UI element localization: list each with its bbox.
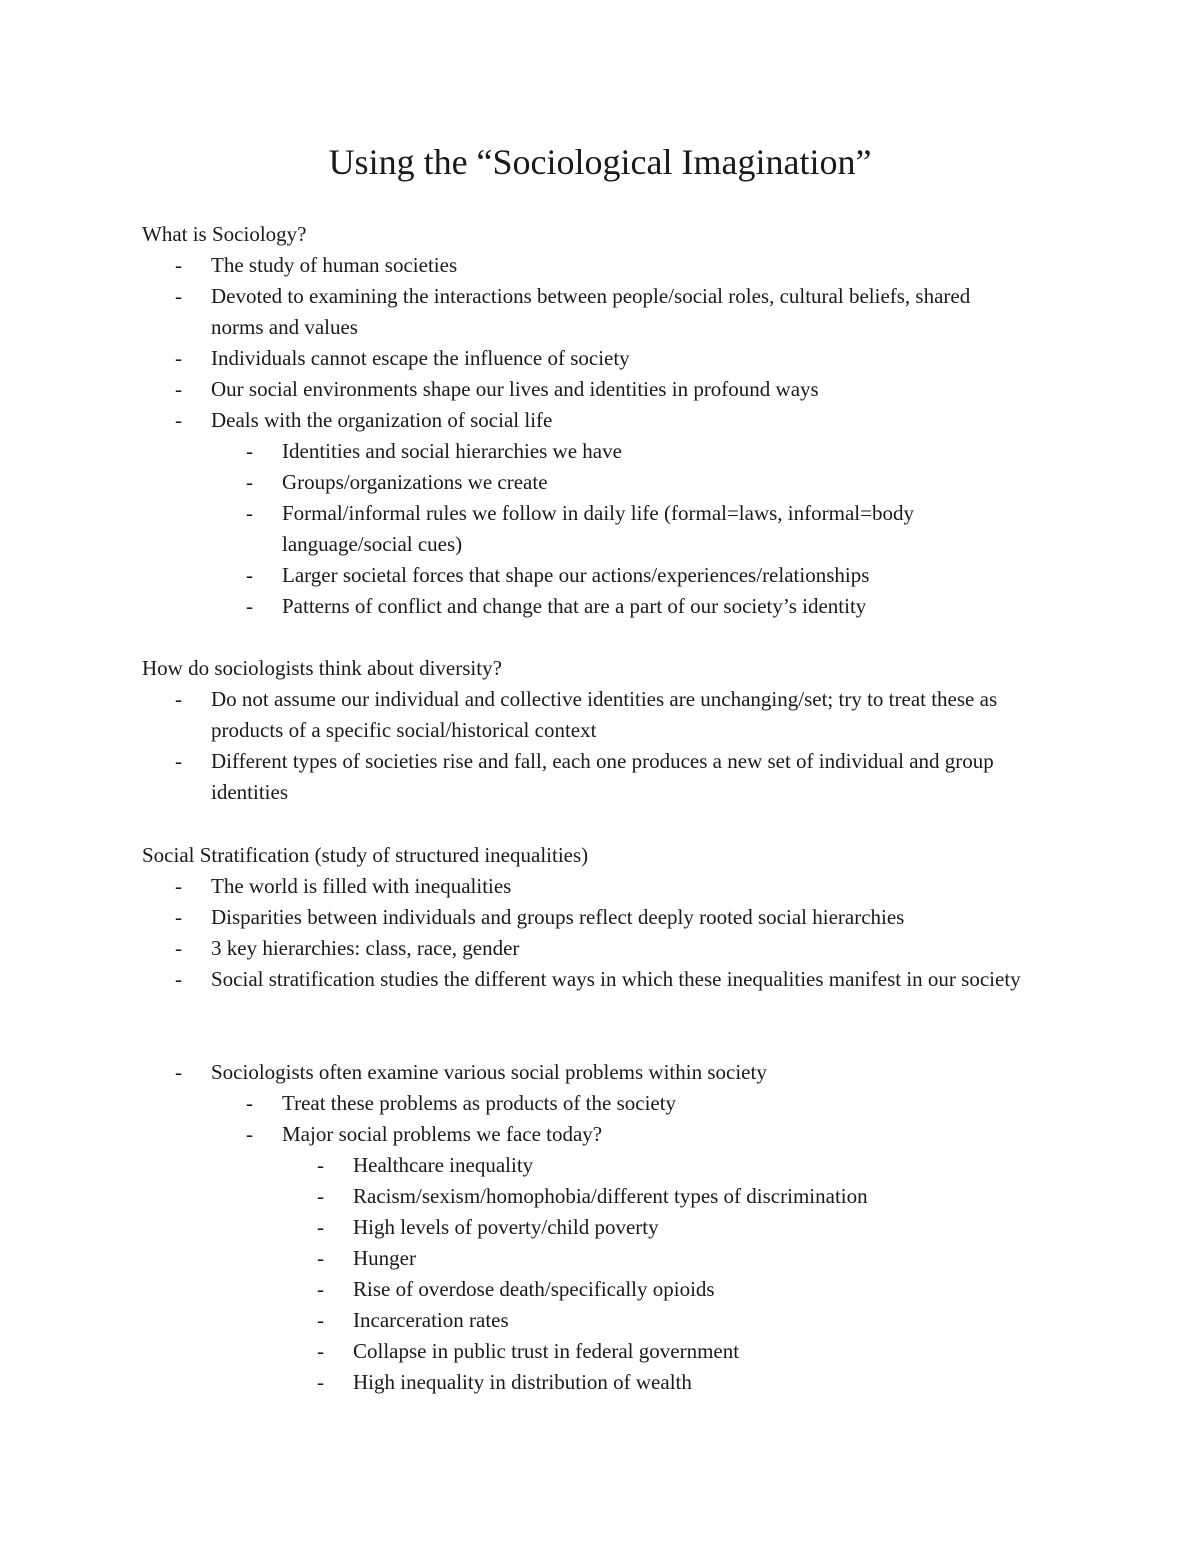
sub-list-item — [246, 1088, 1076, 1119]
bullet-dash: - — [246, 1091, 253, 1115]
list-item — [175, 374, 1075, 405]
bullet-dash: - — [175, 936, 182, 960]
bullet-dash: - — [246, 501, 253, 525]
list-item — [175, 964, 1065, 995]
bullet-dash: - — [246, 594, 253, 618]
sub-sub-list-item — [317, 1181, 1077, 1212]
sub-sub-list-item-text: Rise of overdose death/specifically opioids — [353, 1277, 715, 1301]
list-item — [175, 250, 1075, 281]
sub-list-item — [246, 1119, 1076, 1150]
list-item-text: Different types of societies rise and fall, each one produces a new set of individual and group identities — [211, 749, 994, 804]
list-item-text: Individuals cannot escape the influence of society — [211, 346, 630, 370]
bullet-dash: - — [317, 1370, 324, 1394]
sub-list-item — [246, 591, 1076, 622]
bullet-dash: - — [317, 1339, 324, 1363]
list-item — [175, 871, 1075, 902]
sub-list-item-text: Identities and social hierarchies we have — [282, 439, 622, 463]
list-item-text: Our social environments shape our lives and identities in profound ways — [211, 377, 819, 401]
list-item — [175, 1057, 1075, 1088]
sub-sub-list-item — [317, 1274, 1077, 1305]
bullet-dash: - — [175, 408, 182, 432]
sub-list-item-text: Larger societal forces that shape our actions/experiences/relationships — [282, 563, 870, 587]
bullet-dash: - — [175, 967, 182, 991]
list-item-text: Disparities between individuals and groups reflect deeply rooted social hierarchies — [211, 905, 905, 929]
sub-list-item-text: Formal/informal rules we follow in daily life (formal=laws, informal=body language/social cues) — [282, 501, 914, 556]
sub-sub-list-item — [317, 1150, 1077, 1181]
list-item-text: The world is filled with inequalities — [211, 874, 512, 898]
list-item-text: Social stratification studies the different ways in which these inequalities manifest in our society — [211, 967, 1021, 991]
list-item — [175, 684, 1025, 746]
bullet-dash: - — [246, 1122, 253, 1146]
list-item-text: Deals with the organization of social life — [211, 408, 553, 432]
list-item — [175, 281, 1005, 343]
bullet-dash: - — [246, 439, 253, 463]
list-item — [175, 746, 1035, 808]
section-heading-diversity: How do sociologists think about diversity? — [142, 656, 502, 680]
sub-sub-list-item-text: Hunger — [353, 1246, 416, 1270]
section-heading-what-is-sociology: What is Sociology? — [142, 222, 307, 246]
bullet-dash: - — [175, 377, 182, 401]
sub-sub-list-item — [317, 1305, 1077, 1336]
list-item — [175, 405, 1075, 436]
bullet-dash: - — [246, 563, 253, 587]
bullet-dash: - — [317, 1153, 324, 1177]
sub-list-item-text: Patterns of conflict and change that are a part of our society’s identity — [282, 594, 867, 618]
sub-sub-list-item-text: High levels of poverty/child poverty — [353, 1215, 659, 1239]
list-item-text: The study of human societies — [211, 253, 458, 277]
bullet-dash: - — [175, 346, 182, 370]
bullet-dash: - — [175, 687, 182, 711]
section-heading-social-stratification: Social Stratification (study of structured inequalities) — [142, 843, 589, 867]
bullet-dash: - — [175, 749, 182, 773]
sub-sub-list-item-text: Collapse in public trust in federal government — [353, 1339, 740, 1363]
bullet-dash: - — [175, 284, 182, 308]
sub-list-item — [246, 560, 1076, 591]
bullet-dash: - — [175, 1060, 182, 1084]
list-item-text: Sociologists often examine various social problems within society — [211, 1060, 767, 1084]
list-item — [175, 902, 1075, 933]
sub-sub-list-item — [317, 1243, 1077, 1274]
sub-list-item — [246, 498, 1006, 560]
bullet-dash: - — [317, 1308, 324, 1332]
bullet-dash: - — [317, 1277, 324, 1301]
sub-sub-list-item-text: Racism/sexism/homophobia/different types of discrimination — [353, 1184, 868, 1208]
sub-sub-list-item — [317, 1212, 1077, 1243]
bullet-dash: - — [175, 874, 182, 898]
list-item-text: Devoted to examining the interactions between people/social roles, cultural beliefs, shared norms and values — [211, 284, 971, 339]
sub-list-item — [246, 436, 1076, 467]
sub-sub-list-item — [317, 1367, 1077, 1398]
bullet-dash: - — [175, 905, 182, 929]
sub-sub-list-item-text: High inequality in distribution of wealth — [353, 1370, 692, 1394]
list-item — [175, 933, 1075, 964]
list-item-text: 3 key hierarchies: class, race, gender — [211, 936, 520, 960]
sub-list-item-text: Major social problems we face today? — [282, 1122, 603, 1146]
bullet-dash: - — [317, 1184, 324, 1208]
sub-sub-list-item — [317, 1336, 1077, 1367]
sub-list-item-text: Treat these problems as products of the society — [282, 1091, 677, 1115]
sub-sub-list-item-text: Incarceration rates — [353, 1308, 509, 1332]
bullet-dash: - — [175, 253, 182, 277]
document-title: Using the “Sociological Imagination” — [328, 142, 872, 182]
bullet-dash: - — [317, 1246, 324, 1270]
list-item — [175, 343, 1075, 374]
list-item-text: Do not assume our individual and collective identities are unchanging/set; try to treat these as products of a specific social/historical context — [211, 687, 998, 742]
sub-sub-list-item-text: Healthcare inequality — [353, 1153, 534, 1177]
sub-list-item-text: Groups/organizations we create — [282, 470, 548, 494]
bullet-dash: - — [246, 470, 253, 494]
bullet-dash: - — [317, 1215, 324, 1239]
sub-list-item — [246, 467, 1076, 498]
